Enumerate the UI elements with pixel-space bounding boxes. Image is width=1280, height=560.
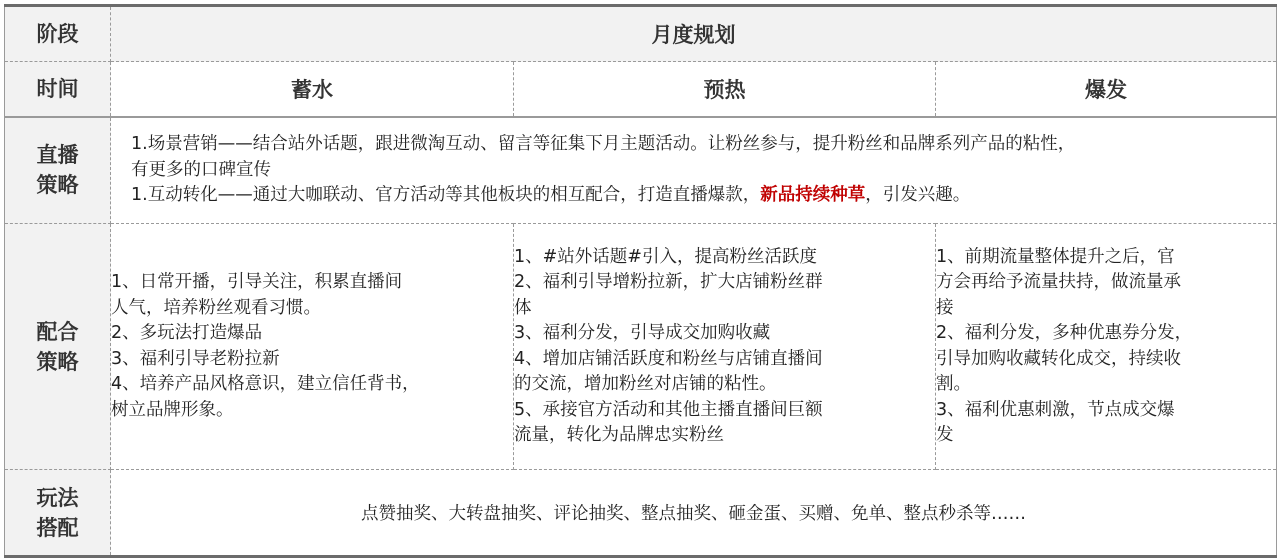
monthly-plan-header: 月度规划 bbox=[111, 6, 1277, 62]
play-label-line2: 搭配 bbox=[36, 515, 79, 540]
highlight-new-product: 新品持续种草 bbox=[760, 185, 866, 205]
list-item: 割。 bbox=[936, 374, 971, 394]
live-strategy-label-line2: 策略 bbox=[36, 173, 79, 198]
row-time bbox=[5, 62, 1277, 117]
list-item: 3、福利优惠刺激，节点成交爆 bbox=[936, 399, 1175, 420]
play-content: 点赞抽奖、大转盘抽奖、评论抽奖、整点抽奖、砸金蛋、买赠、免单、整点秒杀等…… bbox=[111, 470, 1277, 557]
row-live-strategy bbox=[5, 117, 1277, 224]
live-strategy-line2: 有更多的口碑宣传 bbox=[131, 159, 271, 180]
list-item: 3、福利引导老粉拉新 bbox=[111, 348, 280, 369]
list-item: 2、福利引导增粉拉新，扩大店铺粉丝群 bbox=[514, 272, 823, 292]
coop-burst-cell bbox=[936, 224, 1277, 470]
coop-warmup-cell bbox=[514, 224, 936, 470]
list-item: 1、日常开播，引导关注，积累直播间 bbox=[111, 272, 403, 292]
list-item: 接 bbox=[936, 297, 954, 318]
list-item: 方会再给予流量扶持，做流量承 bbox=[936, 272, 1181, 292]
live-strategy-label-line1: 直播 bbox=[36, 143, 79, 168]
row-play bbox=[5, 470, 1277, 557]
live-strategy-line3 bbox=[131, 183, 1270, 209]
list-item: 体 bbox=[514, 297, 532, 318]
live-strategy-line3-after: ，引发兴趣。 bbox=[865, 185, 971, 205]
list-item: 人气，培养粉丝观看习惯。 bbox=[111, 297, 321, 318]
list-item: 5、承接官方活动和其他主播直播间巨额 bbox=[514, 399, 823, 420]
list-item: 流量，转化为品牌忠实粉丝 bbox=[514, 425, 724, 445]
monthly-plan-table bbox=[4, 4, 1277, 558]
coop-strategy-label-line2: 策略 bbox=[36, 349, 79, 374]
play-label bbox=[5, 470, 111, 557]
stage-label: 阶段 bbox=[5, 6, 111, 62]
list-item: 4、增加店铺活跃度和粉丝与店铺直播间 bbox=[514, 348, 823, 369]
phase-burst: 爆发 bbox=[936, 62, 1277, 117]
coop-strategy-label bbox=[5, 224, 111, 470]
coop-accumulate-cell bbox=[111, 224, 514, 470]
play-label-line1: 玩法 bbox=[36, 485, 79, 510]
list-item: 1、前期流量整体提升之后，官 bbox=[936, 246, 1175, 267]
list-item: 发 bbox=[936, 425, 954, 445]
live-strategy-label bbox=[5, 117, 111, 224]
phase-accumulate: 蓄水 bbox=[111, 62, 514, 117]
row-coop-strategy bbox=[5, 224, 1277, 470]
live-strategy-line1: 1.场景营销——结合站外话题，跟进微淘互动、留言等征集下月主题活动。让粉丝参与，提升粉丝和品牌系列产品的粘性， bbox=[131, 134, 1076, 154]
list-item: 2、多玩法打造爆品 bbox=[111, 323, 263, 343]
live-strategy-content bbox=[111, 117, 1277, 224]
row-stage bbox=[5, 6, 1277, 62]
phase-warmup: 预热 bbox=[514, 62, 936, 117]
list-item: 引导加购收藏转化成交，持续收 bbox=[936, 348, 1181, 369]
live-strategy-line3-before: 1.互动转化——通过大咖联动、官方活动等其他板块的相互配合，打造直播爆款， bbox=[131, 185, 761, 205]
list-item: 树立品牌形象。 bbox=[111, 399, 234, 420]
list-item: 2、福利分发，多种优惠券分发， bbox=[936, 323, 1193, 343]
list-item: 的交流，增加粉丝对店铺的粘性。 bbox=[514, 374, 777, 394]
list-item: 3、福利分发，引导成交加购收藏 bbox=[514, 323, 771, 343]
list-item: 1、#站外话题#引入，提高粉丝活跃度 bbox=[514, 246, 817, 267]
list-item: 4、培养产品风格意识，建立信任背书， bbox=[111, 374, 420, 394]
time-label: 时间 bbox=[5, 62, 111, 117]
coop-strategy-label-line1: 配合 bbox=[36, 319, 79, 344]
